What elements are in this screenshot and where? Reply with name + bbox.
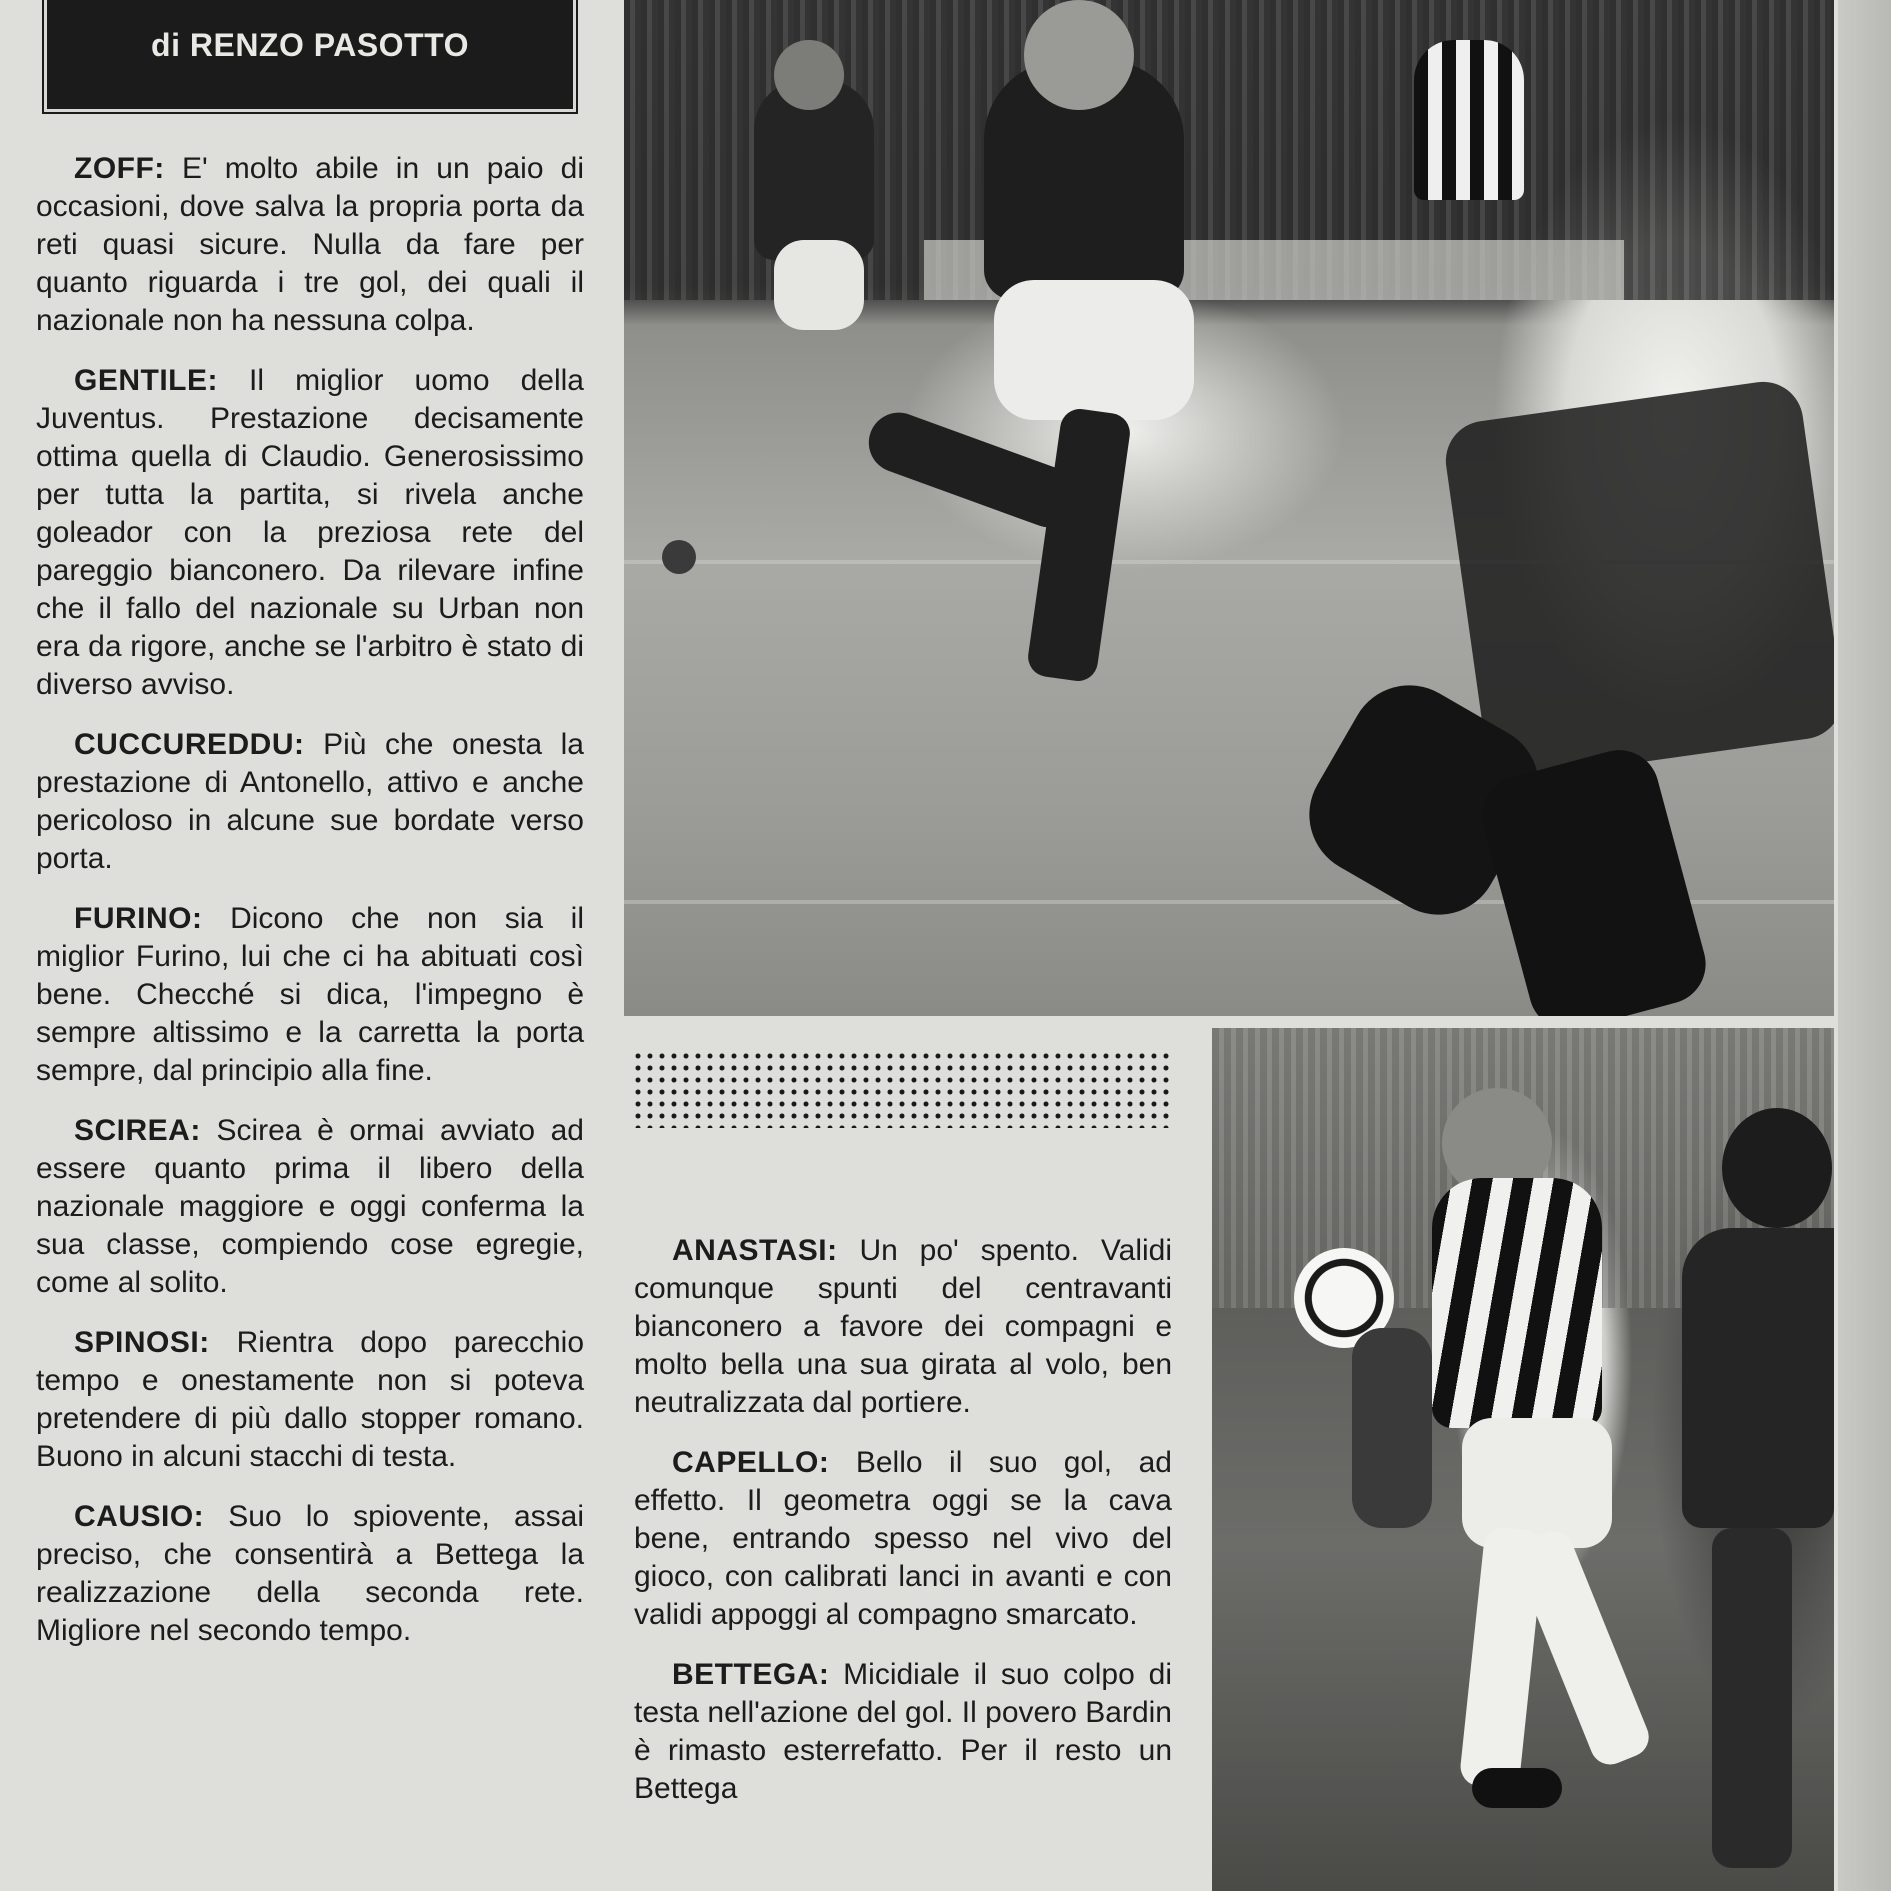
- player-comment: Dicono che non sia il miglior Furino, lui che ci ha abituati così bene. Checché si dica, l'impegno è sempre altissimo e la carretta la porta sempre, dal principio alla fine.: [36, 902, 584, 1087]
- byline: di RENZO PASOTTO: [151, 27, 469, 63]
- player-name: SCIREA:: [74, 1114, 201, 1147]
- player-rating: [36, 1112, 584, 1302]
- player-name: CAPELLO:: [672, 1446, 830, 1479]
- player-comment: Micidiale il suo colpo di testa nell'azione del gol. Il povero Bardin è rimasto esterrefatto. Per il resto un Bettega: [634, 1658, 1172, 1805]
- player-rating: [634, 1232, 1172, 1422]
- player-comment: Un po' spento. Validi comunque spunti del centravanti bianconero a favore dei compagni e molto bella una sua girata al volo, ben neutralizzata dal portiere.: [634, 1234, 1172, 1419]
- player-comment: Bello il suo gol, ad effetto. Il geometra oggi se la cava bene, entrando spesso nel vivo del gioco, con calibrati lanci in avanti e con validi appoggi al compagno smarcato.: [634, 1446, 1172, 1631]
- player-rating: [36, 726, 584, 878]
- player-rating: [36, 1498, 584, 1650]
- player-rating: [36, 150, 584, 340]
- halftone-dots: [632, 1050, 1172, 1128]
- player-comment: Suo lo spiovente, assai preciso, che consentirà a Bettega la realizzazione della seconda rete. Migliore nel secondo tempo.: [36, 1500, 584, 1647]
- player-name: BETTEGA:: [672, 1658, 830, 1691]
- page-edge: [1838, 0, 1891, 1891]
- player-name: ZOFF:: [74, 152, 165, 185]
- match-photo-bottom: [1212, 1028, 1834, 1891]
- left-column: [36, 150, 584, 1672]
- player-rating: [634, 1444, 1172, 1634]
- player-comment: Il miglior uomo della Juventus. Prestazione decisamente ottima quella di Claudio. Generosissimo per tutta la partita, si rivela anche goleador con la preziosa rete del pareggio bianconero. Da rilevare infine che il fallo del nazionale su Urban non era da rigore, anche se l'arbitro è stato di diverso avviso.: [36, 364, 584, 701]
- player-rating: [36, 900, 584, 1090]
- player-name: FURINO:: [74, 902, 203, 935]
- player-rating: [634, 1656, 1172, 1808]
- player-name: ANASTASI:: [672, 1234, 838, 1267]
- player-comment: Scirea è ormai avviato ad essere quanto prima il libero della nazionale maggiore e oggi conferma la sua classe, compiendo cose egregie, come al solito.: [36, 1114, 584, 1299]
- byline-box: [44, 0, 576, 112]
- player-name: CUCCUREDDU:: [74, 728, 305, 761]
- player-comment: E' molto abile in un paio di occasioni, dove salva la propria porta da reti quasi sicure. Nulla da fare per quanto riguarda i tre gol, dei quali il nazionale non ha nessuna colpa.: [36, 152, 584, 337]
- player-comment: Più che onesta la prestazione di Antonello, attivo e anche pericoloso in alcune sue bordate verso porta.: [36, 728, 584, 875]
- player-name: GENTILE:: [74, 364, 218, 397]
- player-rating: [36, 1324, 584, 1476]
- player-rating: [36, 362, 584, 704]
- player-name: SPINOSI:: [74, 1326, 210, 1359]
- player-name: CAUSIO:: [74, 1500, 205, 1533]
- match-photo-top: [624, 0, 1834, 1016]
- middle-column: [634, 1232, 1172, 1830]
- player-comment: Rientra dopo parecchio tempo e onestamente non si poteva pretendere di più dallo stopper romano. Buono in alcuni stacchi di testa.: [36, 1326, 584, 1473]
